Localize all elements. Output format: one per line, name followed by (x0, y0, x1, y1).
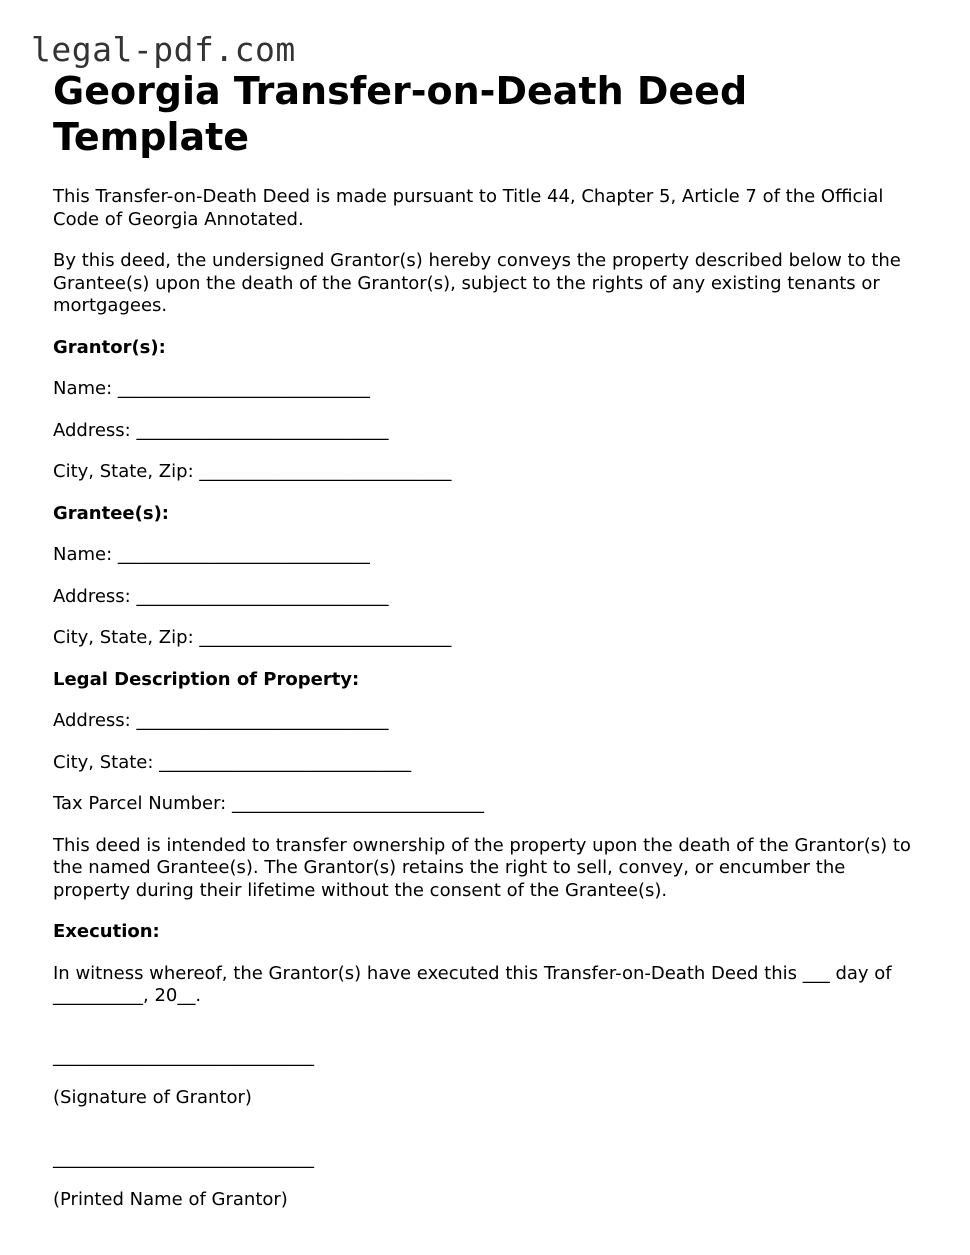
property-address-field[interactable]: Address: ____________________________ (53, 710, 389, 731)
printed-name-line[interactable]: _____________________________ (53, 1147, 314, 1169)
grantor-city-state-zip-field[interactable]: City, State, Zip: ____________________________ (53, 461, 452, 482)
grantor-address-field[interactable]: Address: ____________________________ (53, 419, 389, 441)
grantee-address-field[interactable]: Address: ____________________________ (53, 585, 389, 607)
grantee-heading: Grantee(s): (53, 502, 169, 524)
intro-paragraph-2: By this deed, the undersigned Grantor(s) hereby conveys the property described below to the Grantee(s) upon the death of the Grantor(s), subject to the rights of any existing tenants or mortgagees. (53, 250, 901, 316)
printed-name-caption: (Printed Name of Grantor) (53, 1189, 288, 1210)
witness-paragraph[interactable]: In witness whereof, the Grantor(s) have executed this Transfer-on-Death Deed this ___ day of __________, 20__. (53, 962, 892, 1006)
execution-heading: Execution: (53, 921, 160, 942)
grantor-name-field[interactable]: Name: ____________________________ (53, 378, 370, 399)
intro-paragraph-1: This Transfer-on-Death Deed is made pursuant to Title 44, Chapter 5, Article 7 of the Official Code of Georgia Annotated. (53, 186, 884, 230)
tax-parcel-number-field[interactable]: Tax Parcel Number: ____________________________ (53, 793, 484, 814)
signature-line[interactable]: _____________________________ (53, 1045, 314, 1067)
property-heading: Legal Description of Property: (53, 668, 360, 690)
intent-paragraph: This deed is intended to transfer ownership of the property upon the death of the Grantor(s) to the named Grantee(s). The Grantor(s) retains the right to sell, convey, or encumber the property during their lifetime without the consent of the Grantee(s). (53, 834, 911, 901)
document-title: Georgia Transfer-on-Death Deed Template (53, 69, 748, 159)
watermark: legal-pdf.com (31, 30, 296, 69)
signature-caption: (Signature of Grantor) (53, 1087, 252, 1108)
grantee-name-field[interactable]: Name: ____________________________ (53, 544, 370, 565)
property-city-state-field[interactable]: City, State: ____________________________ (53, 751, 412, 773)
grantee-city-state-zip-field[interactable]: City, State, Zip: ____________________________ (53, 627, 452, 648)
grantor-heading: Grantor(s): (53, 336, 166, 358)
document-body (53, 68, 923, 1231)
